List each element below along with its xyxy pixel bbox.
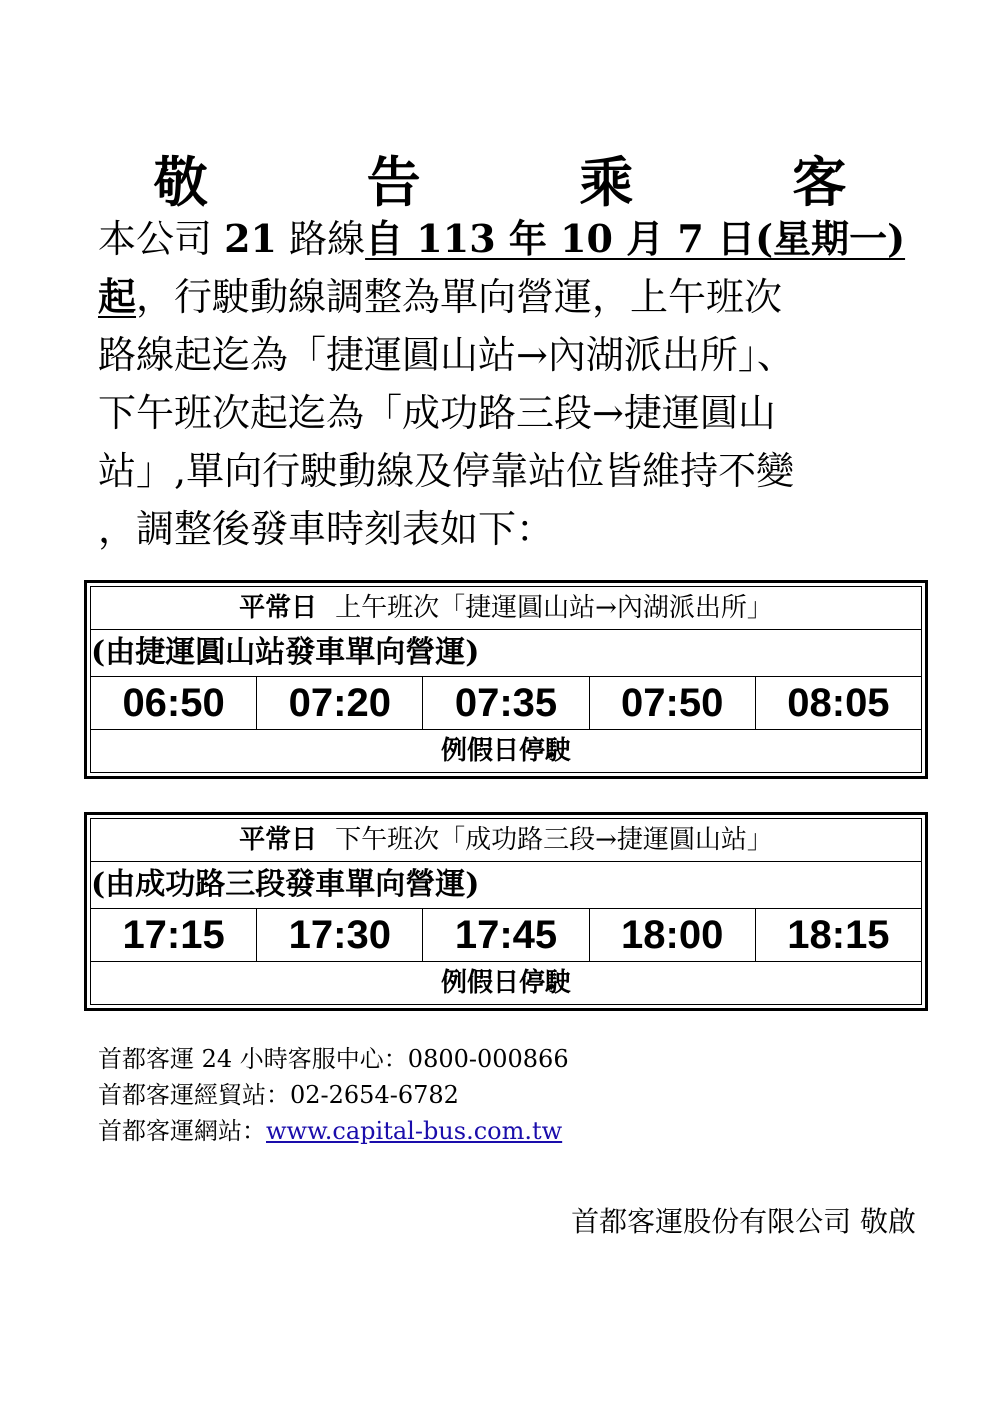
notice-title: 敬 告 乘 客 xyxy=(153,150,917,214)
departure-time: 06:50 xyxy=(91,677,257,729)
notice-text: ，行駛動線調整為單向營運，上午班次 xyxy=(136,275,783,319)
timetable-header xyxy=(91,587,921,630)
holiday-note: 例假日停駛 xyxy=(440,736,571,766)
departure-time: 17:45 xyxy=(423,909,589,961)
departure-time: 07:50 xyxy=(590,677,756,729)
notice-line-1 xyxy=(98,214,905,264)
timetable-subtitle: (由捷運圓山站發車單向營運) xyxy=(91,630,921,677)
timetable-header xyxy=(91,819,921,862)
contact-hotline: 首都客運 24 小時客服中心：0800-000866 xyxy=(98,1045,569,1073)
notice-line-6: ，調整後發車時刻表如下： xyxy=(98,507,555,551)
timetable-subtitle: (由成功路三段發車單向營運) xyxy=(91,862,921,909)
notice-line-2 xyxy=(98,272,782,322)
notice-text: 起 xyxy=(98,274,137,319)
departure-time: 08:05 xyxy=(787,681,890,725)
notice-text: 路線 xyxy=(276,217,366,261)
notice-line-5: 站」,單向行駛動線及停靠站位皆維持不變 xyxy=(98,449,795,493)
day-type: 平常日 xyxy=(239,825,318,855)
route-desc: 上午班次「捷運圓山站→內湖派出所」 xyxy=(335,593,773,623)
signature: 首都客運股份有限公司 敬啟 xyxy=(571,1205,916,1238)
departure-time: 17:30 xyxy=(257,909,423,961)
notice-line-3: 路線起迄為「捷運圓山站→內湖派出所」、 xyxy=(98,333,795,377)
notice-line-4: 下午班次起迄為「成功路三段→捷運圓山 xyxy=(98,391,776,435)
website-label: 首都客運網站： xyxy=(98,1117,266,1145)
effective-date: 自 113 年 10 月 7 日(星期一) xyxy=(365,216,906,261)
contact-website xyxy=(98,1114,562,1148)
contact-station: 首都客運經貿站：02-2654-6782 xyxy=(98,1081,459,1109)
departure-time: 17:15 xyxy=(91,909,257,961)
morning-timetable xyxy=(84,580,928,779)
website-link[interactable]: www.capital-bus.com.tw xyxy=(266,1117,563,1145)
departure-time: 07:35 xyxy=(423,677,589,729)
departure-time: 18:00 xyxy=(590,909,756,961)
departure-time: 18:15 xyxy=(787,913,890,957)
holiday-note: 例假日停駛 xyxy=(440,968,571,998)
route-desc: 下午班次「成功路三段→捷運圓山站」 xyxy=(335,825,773,855)
day-type: 平常日 xyxy=(239,593,318,623)
departure-time: 07:20 xyxy=(257,677,423,729)
afternoon-timetable xyxy=(84,812,928,1011)
departure-times xyxy=(91,677,921,730)
route-number: 21 xyxy=(224,216,277,261)
departure-times xyxy=(91,909,921,962)
notice-text: 本公司 xyxy=(98,217,225,261)
